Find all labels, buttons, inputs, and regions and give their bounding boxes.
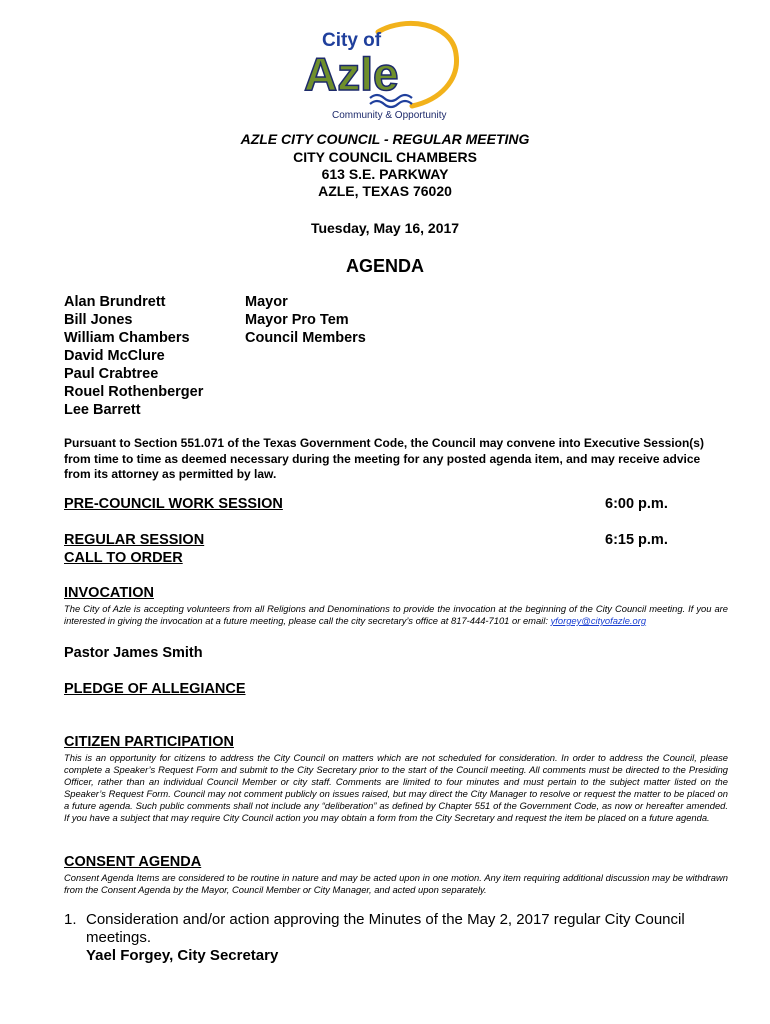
logo-city-of: City of: [322, 30, 382, 51]
work-session-heading: PRE-COUNCIL WORK SESSION: [64, 496, 283, 512]
meeting-address: [0, 149, 770, 200]
regular-session-heading: REGULAR SESSION: [64, 532, 205, 548]
location-line: CITY COUNCIL CHAMBERS: [293, 149, 477, 165]
city-logo: [300, 18, 470, 122]
council-title: Mayor Pro Tem: [245, 312, 349, 328]
agenda-item-text: Consideration and/or action approving the Minutes of the May 2, 2017 regular City Council meetings.: [86, 911, 685, 946]
work-session-time: 6:00 p.m.: [605, 496, 668, 512]
council-name: Alan Brundrett: [64, 294, 166, 310]
regular-session-time: 6:15 p.m.: [605, 532, 668, 548]
invocation-note-text: The City of Azle is accepting volunteers from all Religions and Denominations to provide the invocation at the beginning of the City Council meeting. If you are interested in giving the invocation at a future meeting, please call the city secretary’s office at 817-444-7101 or email:: [64, 603, 728, 626]
council-name: David McClure: [64, 348, 165, 364]
council-name: Lee Barrett: [64, 402, 141, 418]
call-to-order-heading: CALL TO ORDER: [64, 550, 183, 566]
council-name: William Chambers: [64, 330, 190, 346]
pledge-heading: PLEDGE OF ALLEGIANCE: [64, 681, 246, 697]
invocation-note: [64, 603, 728, 627]
logo-tagline: Community & Opportunity: [332, 110, 447, 121]
citizen-participation-heading: CITIZEN PARTICIPATION: [64, 734, 234, 750]
street-line: 613 S.E. PARKWAY: [321, 166, 449, 182]
agenda-item: [64, 911, 728, 965]
council-name: Rouel Rothenberger: [64, 384, 204, 400]
council-title: Council Members: [245, 330, 366, 346]
agenda-item-number: 1.: [64, 911, 77, 928]
consent-agenda-note: Consent Agenda Items are considered to be routine in nature and may be acted upon in one motion. Any item requiring additional discussion may be withdrawn from the Consent Agenda by the Mayor, Council Member or City Manager, and acted upon separately.: [64, 872, 728, 895]
meeting-date: Tuesday, May 16, 2017: [310, 220, 460, 236]
logo-azle: Azle: [304, 48, 399, 100]
meeting-title: AZLE CITY COUNCIL - REGULAR MEETING: [240, 131, 530, 147]
agenda-item-presenter: Yael Forgey, City Secretary: [86, 947, 279, 964]
council-name: Bill Jones: [64, 312, 133, 328]
invocation-heading: INVOCATION: [64, 585, 154, 601]
council-titles: [245, 293, 366, 347]
citizen-participation-note: This is an opportunity for citizens to address the City Council on matters which are not scheduled for consideration. In order to address the Council, please complete a Speaker’s Request Form and submit to the City Secretary prior to the start of the Council meeting. All comments must be directed to the Presiding Officer, rather than an individual Council Member or city staff. Comments are limited to four minutes and must pertain to the subject matter listed on the Speaker’s Request Form. Council may not comment publicly on issues raised, but may direct the City Manager to resolve or request the matter to be placed on a future agenda. Such public comments shall not include any “deliberation” as defined by Chapter 551 of the Government Code, as now or hereafter amended. If you have a subject that may require City Council action you may obtain a form from the City Secretary and request the item be placed on a future agenda.: [64, 752, 728, 823]
council-name: Paul Crabtree: [64, 366, 159, 382]
council-names: [64, 293, 203, 419]
city-line: AZLE, TEXAS 76020: [318, 183, 452, 199]
council-title: Mayor: [245, 294, 288, 310]
executive-session-notice: Pursuant to Section 551.071 of the Texas Government Code, the Council may convene into Executive Session(s) from time to time as deemed necessary during the meeting for any posted agenda item, and may receive advice from its attorney as permitted by law.: [64, 436, 704, 481]
agenda-heading: AGENDA: [345, 256, 424, 276]
invocation-speaker: Pastor James Smith: [64, 645, 203, 661]
consent-agenda-heading: CONSENT AGENDA: [64, 854, 202, 870]
secretary-email-link[interactable]: yforgey@cityofazle.org: [550, 614, 647, 626]
